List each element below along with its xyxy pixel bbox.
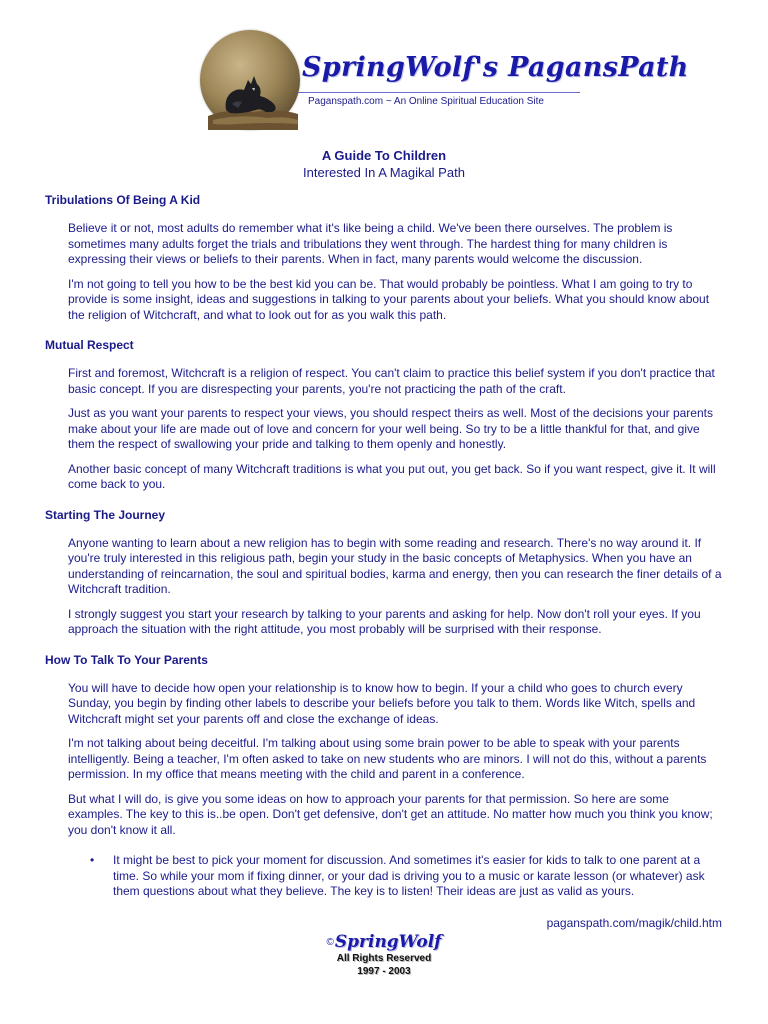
document-subtitle: Interested In A Magikal Path xyxy=(303,165,465,180)
article-body xyxy=(45,193,725,900)
section-heading: Starting The Journey xyxy=(45,507,166,522)
copyright-years: 1997 - 2003 xyxy=(357,966,411,977)
paragraph: I'm not going to tell you how to be the best kid you can be. That would probably be pointless. What I am going to try to provide is some insight, ideas and suggestions in talking to your parents about your beliefs. What you should know about the religion of Witchcraft, and what to look out for as you walk this path. xyxy=(68,276,710,322)
paragraph: First and foremost, Witchcraft is a religion of respect. You can't claim to practice this belief system if you don't practice that basic concept. If you are disrespecting your parents, you're not practicing the path of the craft. xyxy=(68,366,715,396)
site-header xyxy=(200,30,689,130)
paragraph: You will have to decide how open your relationship is to know how to begin. If your a child who goes to church every Sunday, you begin by finding other labels to describe your beliefs before you talk to them. Words like Witch, spells and Witchcraft might set your parents off and close the exchange of ideas. xyxy=(68,680,696,726)
wolf-icon xyxy=(208,58,298,130)
header-divider xyxy=(298,92,580,93)
list-item xyxy=(90,853,727,900)
paragraph: Believe it or not, most adults do remember what it's like being a child. We've been there ourselves. The problem is sometimes many adults forget the trials and tribulations they went through. The hardest thing for many children is expressing their views or beliefs to their parents. When in fact, many parents would welcome the discussion. xyxy=(68,221,673,266)
section-heading: How To Talk To Your Parents xyxy=(45,652,208,667)
signature: SpringWolf xyxy=(334,932,442,952)
list-item-text: It might be best to pick your moment for discussion. And sometimes it's easier for kids to talk to one parent at a time. So while your mom if fixing dinner, or your dad is driving you to a music or karate lesson (or whatever) ask them questions about what they believe. The key is to listen! Their ideas are just as valid as yours. xyxy=(113,853,705,898)
footer xyxy=(0,932,768,978)
paragraph: But what I will do, is give you some ideas on how to approach your parents for that permission. So here are some examples. The key to this is..be open. Don't get defensive, don't get an attitude. No matter how much you think you know; you don't know it all. xyxy=(68,791,713,837)
copyright-icon: © xyxy=(326,937,334,948)
paragraph: I'm not talking about being deceitful. I'm talking about using some brain power to be able to speak with your parents intelligently. Being a teacher, I'm often asked to take on new students who are minors. I will not do this, without a parents permission. In my office that means meeting with the child and parent in a conference. xyxy=(68,736,707,781)
paragraph: I strongly suggest you start your research by talking to your parents and asking for help. Now don't roll your eyes. If you approach the situation with the right attitude, you most probably will be surprised with their response. xyxy=(68,606,701,636)
section-talk-to-parents xyxy=(45,653,725,900)
section-starting-journey xyxy=(45,508,725,638)
paragraph: Another basic concept of many Witchcraft traditions is what you put out, you get back. So if you want respect, give it. It will come back to you. xyxy=(68,461,716,491)
paragraph: Anyone wanting to learn about a new religion has to begin with some reading and research. There's no way around it. If you're truly interested in this religious path, begin your study in the basic concepts of Metaphysics. When you have an understanding of reincarnation, the soul and spiritual bodies, karma and energy, then you can research the finer details of a Witchcraft tradition. xyxy=(68,535,722,596)
section-heading: Mutual Respect xyxy=(45,338,134,352)
section-heading: Tribulations Of Being A Kid xyxy=(45,193,201,207)
page-url: paganspath.com/magik/child.htm xyxy=(546,916,722,930)
document-title: A Guide To Children xyxy=(321,148,447,163)
paragraph: Just as you want your parents to respect your views, you should respect theirs as well. Most of the decisions your parents make about your life are made out of love and concern for your well being. So try to be a little thankful for that, and give them the respect of swallowing your pride and talking to them openly and honestly. xyxy=(68,406,713,451)
section-mutual-respect xyxy=(45,338,725,493)
bullet-icon: • xyxy=(90,853,95,867)
tips-list xyxy=(45,853,725,900)
site-title: SpringWolf's PagansPath xyxy=(302,52,689,83)
section-tribulations xyxy=(45,193,725,323)
rights-reserved: All Rights Reserved xyxy=(336,953,432,964)
site-tagline: Paganspath.com ~ An Online Spiritual Education Site xyxy=(308,96,544,107)
